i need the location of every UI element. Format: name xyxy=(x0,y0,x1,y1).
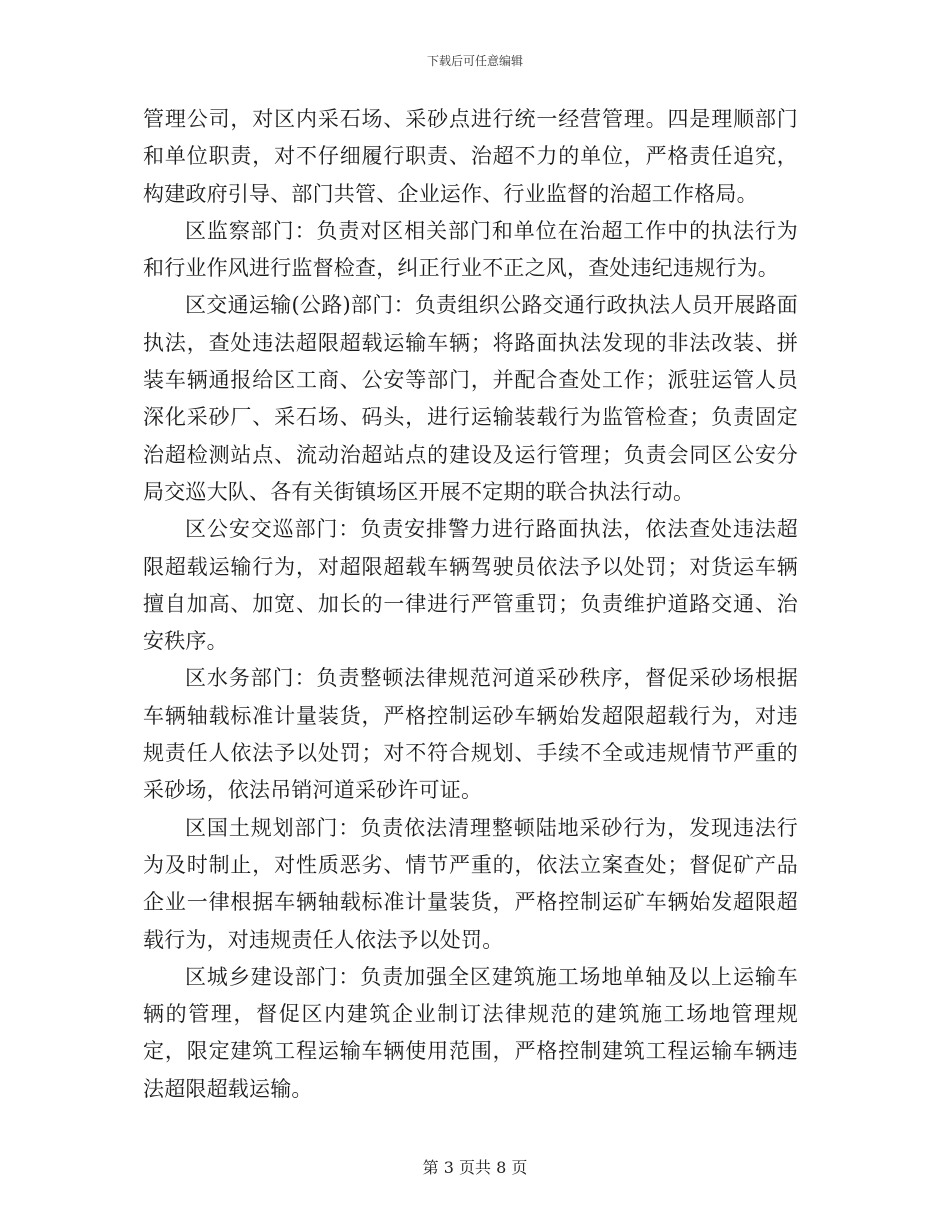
document-body xyxy=(143,101,798,1108)
paragraph-urban-construction-dept: 区城乡建设部门：负责加强全区建筑施工场地单轴及以上运输车辆的管理，督促区内建筑企业制订法律规范的建筑施工场地管理规定，限定建筑工程运输车辆使用范围，严格控制建筑工程运输车辆违法超限超载运输。 xyxy=(143,964,798,1101)
paragraph-continuation: 管理公司，对区内采石场、采砂点进行统一经营管理。四是理顺部门和单位职责，对不仔细履行职责、治超不力的单位，严格责任追究，构建政府引导、部门共管、企业运作、行业监督的治超工作格局。 xyxy=(143,107,798,206)
page-number: 第 3 页共 8 页 xyxy=(422,1158,528,1177)
page-header: 下载后可任意编辑 xyxy=(426,54,523,68)
paragraph-transport-dept: 区交通运输(公路)部门：负责组织公路交通行政执法人员开展路面执法，查处违法超限超载运输车辆；将路面执法发现的非法改装、拼装车辆通报给区工商、公安等部门，并配合查处工作；派驻运管人员深化采砂厂、采石场、码头，进行运输装载行为监管检查；负责固定治超检测站点、流动治超站点的建设及运行管理；负责会同区公安分局交巡大队、各有关街镇场区开展不定期的联合执法行动。 xyxy=(143,293,798,504)
paragraph-land-planning-dept: 区国土规划部门：负责依法清理整顿陆地采砂行为，发现违法行为及时制止，对性质恶劣、情节严重的，依法立案查处；督促矿产品企业一律根据车辆轴载标准计量装货，严格控制运矿车辆始发超限超载行为，对违规责任人依法予以处罚。 xyxy=(143,815,798,952)
paragraph-supervision-dept: 区监察部门：负责对区相关部门和单位在治超工作中的执法行为和行业作风进行监督检查，纠正行业不正之风，查处违纪违规行为。 xyxy=(143,218,798,281)
paragraph-water-affairs-dept: 区水务部门：负责整顿法律规范河道采砂秩序，督促采砂场根据车辆轴载标准计量装货，严格控制运砂车辆始发超限超载行为，对违规责任人依法予以处罚；对不符合规划、手续不全或违规情节严重的采砂场，依法吊销河道采砂许可证。 xyxy=(143,666,798,803)
paragraph-public-security-dept: 区公安交巡部门：负责安排警力进行路面执法，依法查处违法超限超载运输行为，对超限超载车辆驾驶员依法予以处罚；对货运车辆擅自加高、加宽、加长的一律进行严管重罚；负责维护道路交通、治安秩序。 xyxy=(143,517,798,654)
